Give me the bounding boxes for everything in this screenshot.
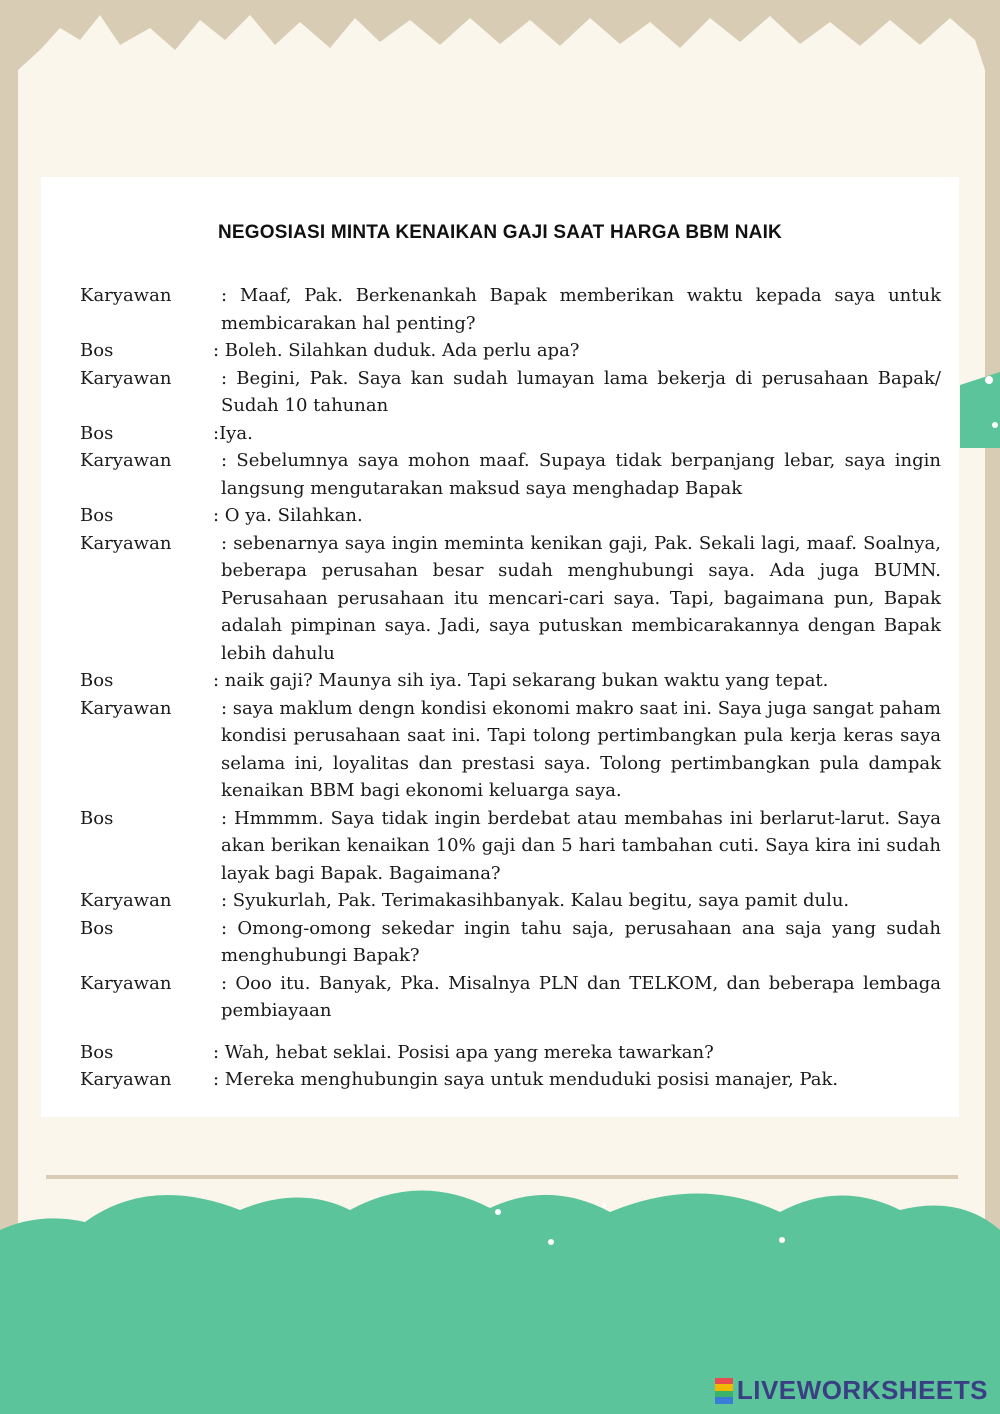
- dialogue-line: [80, 530, 941, 668]
- speech-text: : Boleh. Silahkan duduk. Ada perlu apa?: [213, 340, 580, 361]
- speaker-name: Karyawan: [80, 972, 172, 994]
- speaker-name: Bos: [80, 807, 114, 829]
- speaker-name: Bos: [80, 422, 114, 444]
- speaker-name: Karyawan: [80, 450, 172, 471]
- speech-text: : naik gaji? Maunya sih iya. Tapi sekarang bukan waktu yang tepat.: [213, 670, 829, 691]
- speech-text: :Iya.: [213, 422, 253, 444]
- speech-text: : Syukurlah, Pak. Terimakasihbanyak. Kalau begitu, saya pamit dulu.: [221, 890, 850, 911]
- speech-text: : Hmmmm. Saya tidak ingin berdebat atau membahas ini berlarut-larut. Saya akan berikan kenaikan 10% gaji dan 5 hari tambahan cuti. Saya kira ini sudah layak bagi Bapak. Bagaimana?: [221, 807, 941, 884]
- speaker-name: Bos: [80, 1041, 114, 1063]
- speech-text: : Mereka menghubungin saya untuk menduduki posisi manajer, Pak.: [213, 1069, 839, 1090]
- speaker-name: Karyawan: [80, 1069, 172, 1090]
- dialogue-line: [80, 282, 941, 337]
- brand-name: LIVEWORKSHEETS: [736, 1375, 988, 1405]
- speech-text: : Maaf, Pak. Berkenankah Bapak memberikan waktu kepada saya untuk membicarakan hal penting?: [221, 285, 941, 334]
- dialogue-line: [80, 805, 941, 888]
- dialogue-line: [80, 915, 941, 970]
- dialogue-line: [80, 420, 941, 448]
- side-tab-decoration: [960, 372, 1000, 448]
- speaker-name: Bos: [80, 917, 114, 939]
- speech-text: : Ooo itu. Banyak, Pka. Misalnya PLN dan TELKOM, dan beberapa lembaga pembiayaan: [221, 972, 941, 1021]
- dialogue-line: [80, 502, 941, 530]
- dialogue-line: [80, 667, 941, 695]
- dialogue-line: [80, 695, 941, 805]
- speech-text: : sebenarnya saya ingin meminta kenikan gaji, Pak. Sekali lagi, maaf. Soalnya, beberapa perusahan besar sudah menghubungi saya. Ada juga BUMN. Perusahaan perusahaan itu mencari-cari saya. Tapi, bagaimana pun, Bapak adalah pimpinan saya. Jadi, saya putuskan membicarakannya dengan Bapak lebih dahulu: [221, 532, 941, 664]
- document-title: NEGOSIASI MINTA KENAIKAN GAJI SAAT HARGA BBM NAIK: [218, 222, 782, 243]
- speech-text: : Begini, Pak. Saya kan sudah lumayan lama bekerja di perusahaan Bapak/ Sudah 10 tahunan: [221, 367, 941, 416]
- speaker-name: Karyawan: [80, 890, 172, 911]
- dialogue-line: [80, 970, 941, 1025]
- speech-text: : saya maklum dengn kondisi ekonomi makro saat ini. Saya juga sangat paham kondisi perusahaan saat ini. Tapi tolong pertimbangkan pula kerja keras saya selama ini, loyalitas dan prestasi saya. Tolong pertimbangkan pula dampak kenaikan BBM bagi ekonomi keluarga saya.: [221, 697, 941, 801]
- speech-text: : Omong-omong sekedar ingin tahu saja, perusahaan ana saja yang sudah menghubungi Bapak?: [221, 917, 941, 966]
- dialogue-line: [80, 1039, 941, 1067]
- speaker-name: Bos: [80, 670, 114, 691]
- speaker-name: Karyawan: [80, 285, 172, 306]
- live-badge-icon: [715, 1378, 733, 1404]
- speaker-name: Bos: [80, 505, 114, 526]
- speech-text: : Wah, hebat seklai. Posisi apa yang mereka tawarkan?: [213, 1041, 714, 1063]
- dialogue-list: [80, 282, 941, 1094]
- liveworksheets-logo: [715, 1375, 988, 1406]
- speaker-name: Karyawan: [80, 532, 172, 554]
- dialogue-line: [80, 337, 941, 365]
- speaker-name: Bos: [80, 340, 114, 361]
- dialogue-line: [80, 447, 941, 502]
- dialogue-line: [80, 887, 941, 915]
- dialogue-line: [80, 365, 941, 420]
- speech-text: : O ya. Silahkan.: [213, 505, 363, 526]
- speaker-name: Karyawan: [80, 697, 172, 719]
- speech-text: : Sebelumnya saya mohon maaf. Supaya tidak berpanjang lebar, saya ingin langsung mengutarakan maksud saya menghadap Bapak: [221, 450, 941, 499]
- dialogue-line: [80, 1066, 941, 1094]
- speaker-name: Karyawan: [80, 367, 172, 389]
- separator-line: [46, 1175, 958, 1179]
